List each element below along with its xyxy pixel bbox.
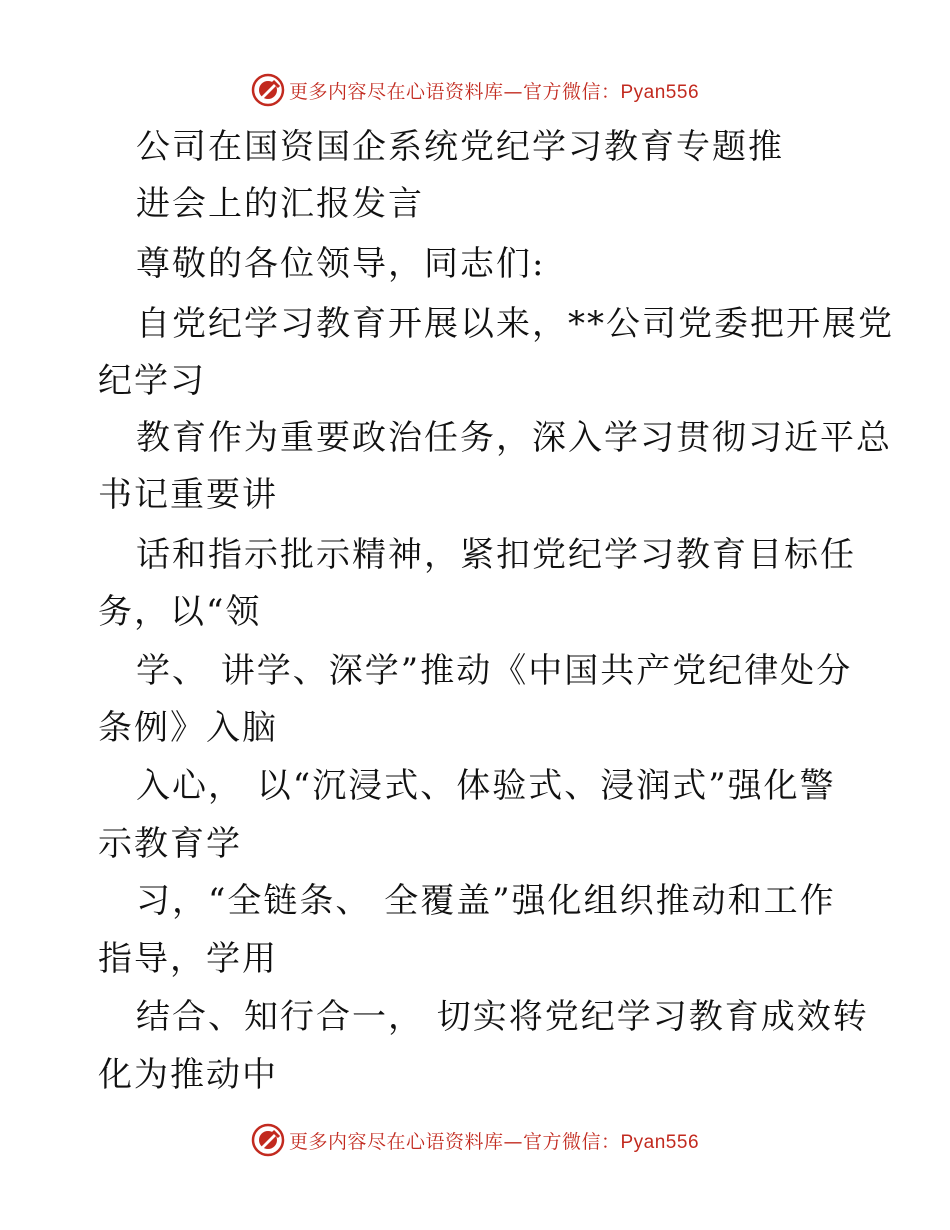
- watermark-wechat-label: 官方微信：: [522, 80, 621, 103]
- header-watermark: [0, 70, 950, 110]
- watermark-text: [289, 77, 699, 104]
- paragraph-line: 务，以“领: [98, 592, 262, 632]
- pen-logo-icon: [251, 73, 285, 107]
- paragraph-line: 书记重要讲: [98, 475, 278, 515]
- paragraph-line: 入心， 以“沉浸式、体验式、浸润式”强化警: [136, 766, 836, 806]
- paragraph-line: 纪学习: [98, 361, 206, 401]
- watermark-separator: —: [503, 1130, 523, 1153]
- watermark-text: [289, 1127, 699, 1154]
- paragraph-line: 示教育学: [98, 824, 242, 864]
- watermark-handle: Pyan556: [620, 81, 700, 103]
- pen-logo-icon: [251, 1123, 285, 1157]
- paragraph-line: 结合、知行合一， 切实将党纪学习教育成效转: [136, 997, 869, 1037]
- paragraph-line: 学、 讲学、深学”推动《中国共产党纪律处分: [136, 651, 853, 691]
- paragraph-line: 自党纪学习教育开展以来，**公司党委把开展党: [136, 304, 894, 344]
- salutation: 尊敬的各位领导，同志们:: [136, 244, 546, 284]
- paragraph-line: 教育作为重要政治任务，深入学习贯彻习近平总: [136, 418, 892, 458]
- paragraph-line: 化为推动中: [98, 1055, 278, 1095]
- title-line-2: 进会上的汇报发言: [136, 184, 424, 224]
- paragraph-line: 话和指示批示精神，紧扣党纪学习教育目标任: [136, 535, 856, 575]
- paragraph-line: 条例》入脑: [98, 708, 278, 748]
- watermark-title: 更多内容尽在心语资料库: [288, 1130, 504, 1153]
- watermark-title: 更多内容尽在心语资料库: [288, 80, 504, 103]
- footer-watermark: [0, 1120, 950, 1160]
- paragraph-line: 指导，学用: [98, 939, 278, 979]
- paragraph-line: 习，“全链条、 全覆盖”强化组织推动和工作: [136, 881, 836, 921]
- watermark-wechat-label: 官方微信：: [522, 1130, 621, 1153]
- watermark-separator: —: [503, 80, 523, 103]
- title-line-1: 公司在国资国企系统党纪学习教育专题推: [136, 127, 784, 167]
- watermark-handle: Pyan556: [620, 1131, 700, 1153]
